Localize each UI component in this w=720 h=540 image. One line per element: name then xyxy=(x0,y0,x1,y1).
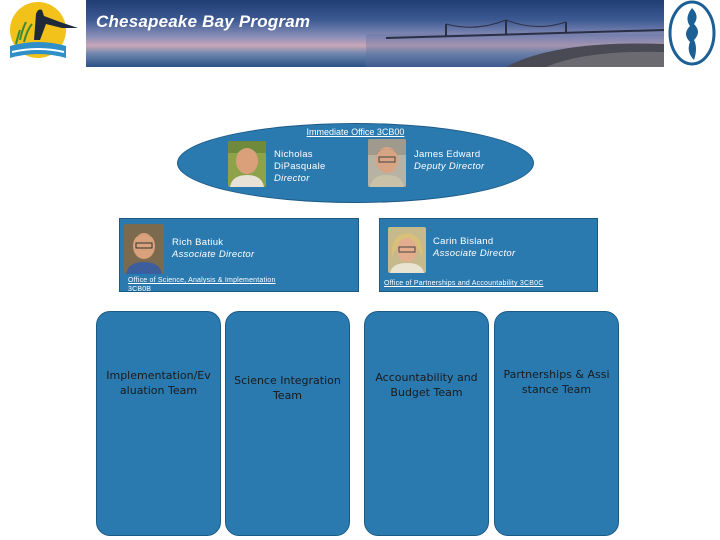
bisland-title: Associate Director xyxy=(433,248,516,259)
heron-logo-icon xyxy=(0,0,86,67)
bisland-name xyxy=(433,236,515,260)
team-box-science-integration xyxy=(225,311,350,536)
deputy-director-name-text: James Edward xyxy=(414,149,481,160)
bay-map-icon xyxy=(664,0,720,67)
director-name xyxy=(274,149,326,185)
deputy-director-photo xyxy=(368,139,406,187)
associate-box-partnerships xyxy=(379,218,598,292)
team-box-accountability xyxy=(364,311,489,536)
batiuk-name-text: Rich Batiuk xyxy=(172,237,224,248)
science-office-link-line2[interactable]: 3CB0B xyxy=(128,286,152,293)
director-name-last: DiPasquale xyxy=(274,161,326,172)
science-office-link-line1[interactable]: Office of Science, Analysis & Implementation xyxy=(128,277,276,284)
team-label-science-integration: Science Integration Team xyxy=(234,374,341,402)
banner-title: Chesapeake Bay Program xyxy=(96,12,311,31)
team-box-partnerships xyxy=(494,311,619,536)
associate-box-science xyxy=(119,218,359,292)
partnerships-office-link[interactable]: Office of Partnerships and Accountability 3CB0C xyxy=(384,280,544,287)
director-name-first: Nicholas xyxy=(274,149,313,160)
science-office-link[interactable] xyxy=(128,276,276,294)
associate-director-photo-batiuk xyxy=(124,224,164,274)
associate-director-photo-bisland xyxy=(388,227,426,273)
deputy-director-name xyxy=(414,149,485,173)
bisland-name-text: Carin Bisland xyxy=(433,236,494,247)
team-label-accountability: Accountability and Budget Team xyxy=(375,371,478,399)
team-box-implementation xyxy=(96,311,221,536)
bay-bridge-banner xyxy=(86,0,664,67)
immediate-office-link[interactable]: Immediate Office 3CB00 xyxy=(306,127,405,137)
deputy-director-title: Deputy Director xyxy=(414,161,485,172)
batiuk-name xyxy=(172,237,254,261)
batiuk-title: Associate Director xyxy=(172,249,255,260)
director-title: Director xyxy=(274,173,310,184)
header xyxy=(0,0,720,67)
team-label-implementation: Implementation/Evaluation Team xyxy=(106,369,211,397)
team-label-partnerships: Partnerships & Assistance Team xyxy=(503,368,610,396)
director-photo xyxy=(228,141,266,187)
